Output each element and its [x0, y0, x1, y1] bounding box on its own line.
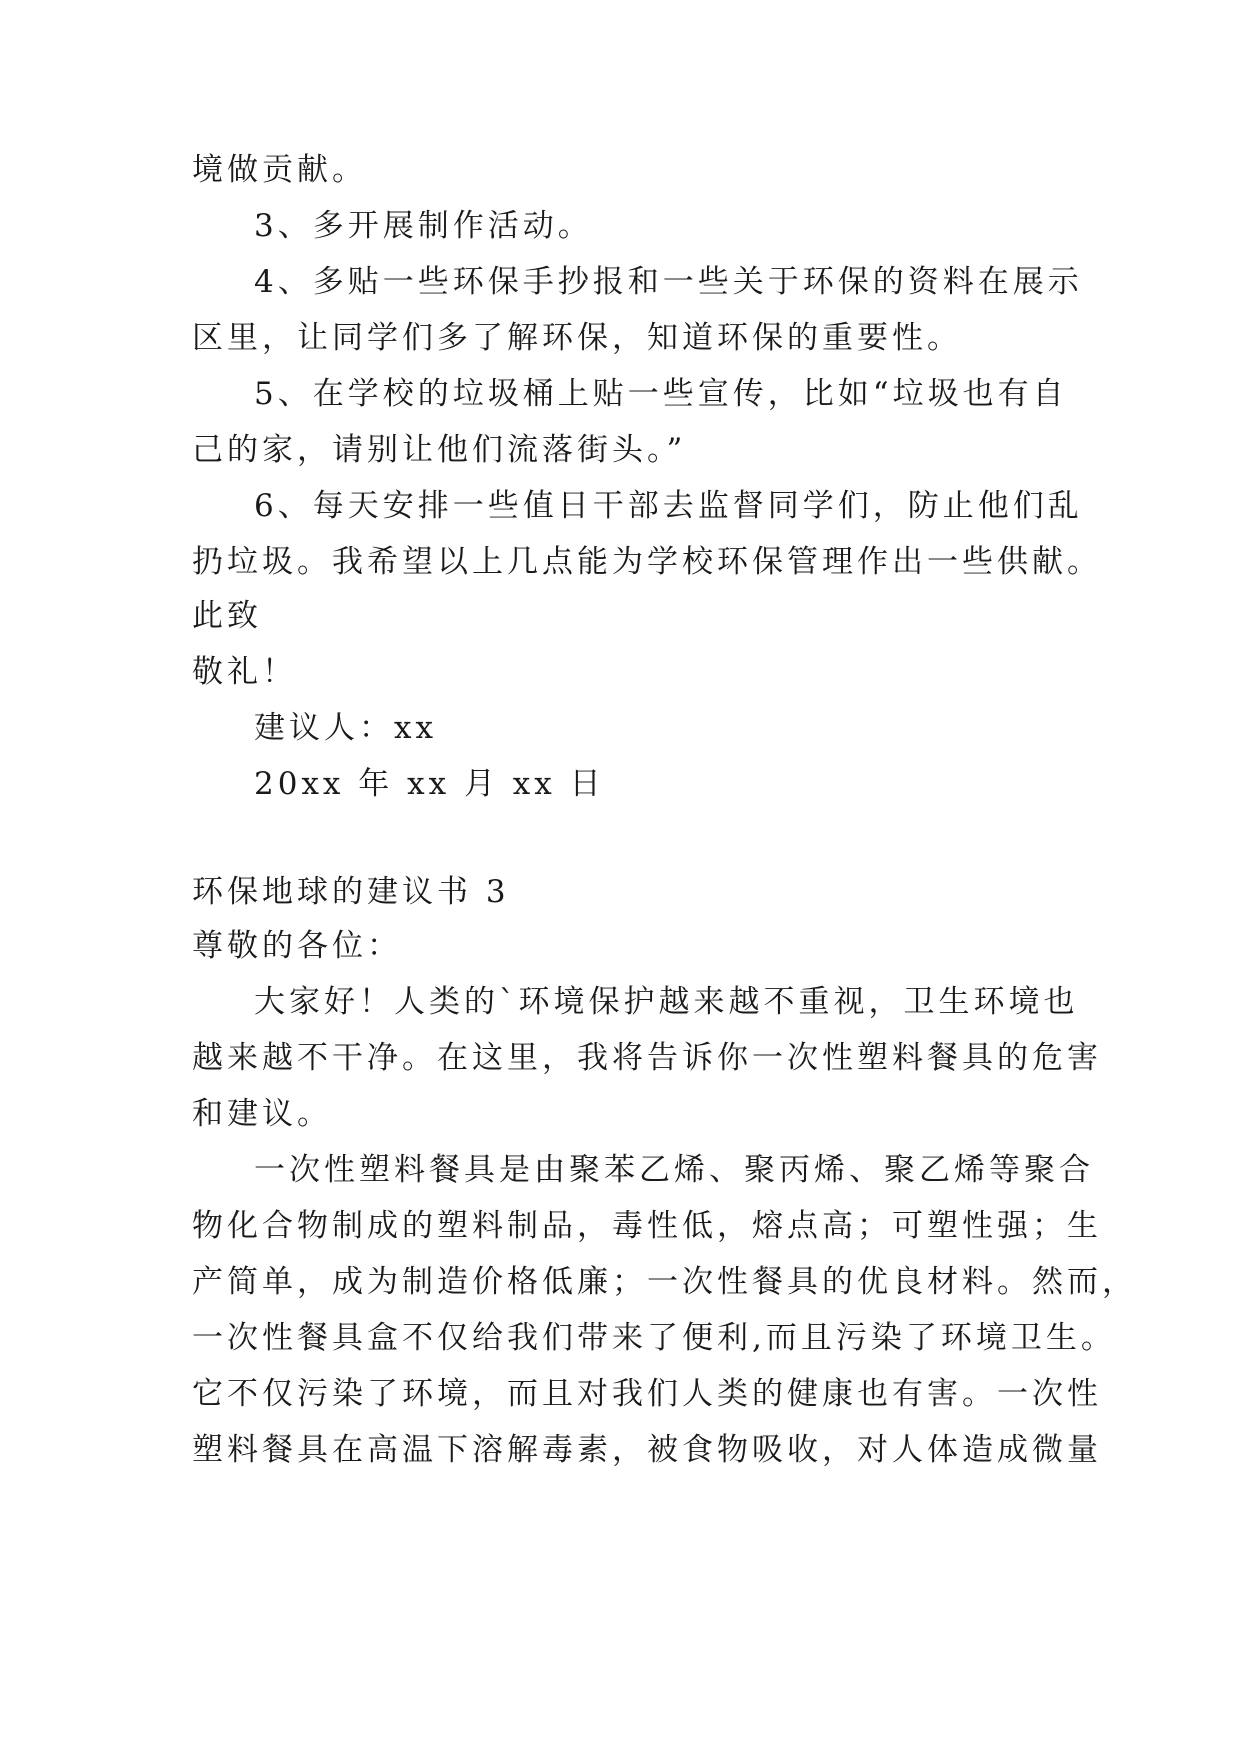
paragraph-line: 产简单，成为制造价格低廉；一次性餐具的优良材料。然而， [192, 1264, 1137, 1300]
paragraph-line: 一次性塑料餐具是由聚苯乙烯、聚丙烯、聚乙烯等聚合 [254, 1152, 1094, 1188]
list-item-5: 5、在学校的垃圾桶上贴一些宣传，比如“垃圾也有自 [254, 376, 1068, 412]
date-line: 20xx 年 xx 月 xx 日 [254, 766, 605, 802]
text-line: 己的家，请别让他们流落街头。” [192, 432, 687, 468]
list-item-6: 6、每天安排一些值日干部去监督同学们，防止他们乱 [254, 488, 1083, 524]
list-item-4: 4、多贴一些环保手抄报和一些关于环保的资料在展示 [254, 264, 1083, 300]
paragraph-line: 物化合物制成的塑料制品，毒性低，熔点高；可塑性强；生 [192, 1208, 1102, 1244]
paragraph-line: 大家好！人类的`环境保护越来越不重视，卫生环境也 [254, 984, 1079, 1020]
text-line: 境做贡献。 [192, 152, 367, 188]
text-line: 扔垃圾。我希望以上几点能为学校环保管理作出一些供献。 [192, 544, 1102, 580]
list-item-3: 3、多开展制作活动。 [254, 208, 593, 244]
signer-line: 建议人：xx [254, 710, 437, 746]
closing-line: 敬礼！ [192, 654, 297, 690]
salutation: 尊敬的各位： [192, 928, 402, 964]
paragraph-line: 一次性餐具盒不仅给我们带来了便利,而且污染了环境卫生。 [192, 1320, 1116, 1356]
text-line: 区里，让同学们多了解环保，知道环保的重要性。 [192, 320, 962, 356]
paragraph-line: 塑料餐具在高温下溶解毒素，被食物吸收，对人体造成微量 [192, 1432, 1102, 1468]
paragraph-line: 和建议。 [192, 1096, 332, 1132]
paragraph-line: 越来越不干净。在这里，我将告诉你一次性塑料餐具的危害 [192, 1040, 1102, 1076]
closing-line: 此致 [192, 598, 262, 634]
section-title: 环保地球的建议书 3 [192, 874, 510, 910]
paragraph-line: 它不仅污染了环境，而且对我们人类的健康也有害。一次性 [192, 1376, 1102, 1412]
